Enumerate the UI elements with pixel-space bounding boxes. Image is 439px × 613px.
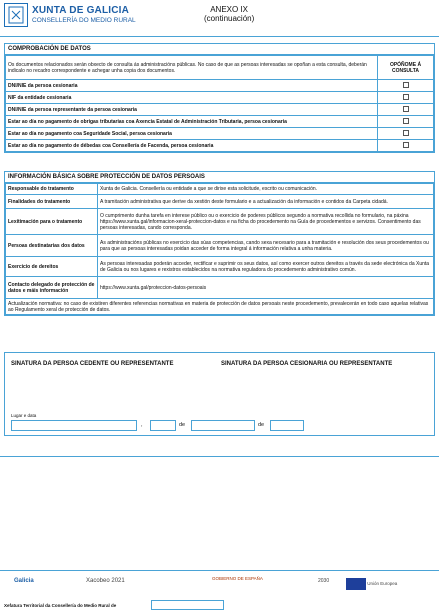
- oppose-checkbox[interactable]: [403, 94, 409, 100]
- prot-label: Lexitimación para o tratamento: [6, 209, 98, 235]
- oppose-checkbox[interactable]: [403, 82, 409, 88]
- prot-label: Contacto delegado de protección de datos e máis información: [6, 277, 98, 299]
- normativa-note: Actualización normativa: no caso de existiren diferentes referencias normativas en materia de protección de datos persoais neste procedemento, prevalecerán en todo caso aquelas relativas ao Regulamento xeral de protección de datos.: [6, 299, 434, 315]
- xacobeo-logo: Xacobeo 2021: [86, 578, 125, 584]
- check-row-label: DNI/NIE da persoa cesionaria: [6, 80, 378, 92]
- proteccion-title: INFORMACIÓN BÁSICA SOBRE PROTECCIÓN DE DATOS PERSOAIS: [5, 172, 434, 183]
- de-label-1: de: [179, 422, 186, 428]
- xunta-logo-icon: [4, 3, 28, 27]
- prot-value: As persoas interesadas poderán acceder, rectificar e suprimir os seus datos, así como exercer outros dereitos a través da sede electrónica da Xunta de Galicia ou nos lugares e rexistros establecidos na normativa reguladora do procedemento administrativo común.: [98, 257, 434, 277]
- check-row-label: DNI/NIE da persoa representante da persoa cesionaria: [6, 104, 378, 116]
- footer-top-divider: [0, 456, 439, 457]
- signature-cedente-label: SINATURA DA PERSOA CEDENTE OU REPRESENTANTE: [11, 361, 174, 367]
- signature-cesionaria-label: SINATURA DA PERSOA CESIONARIA OU REPRESENTANTE: [221, 361, 393, 367]
- proteccion-section: [4, 171, 435, 316]
- prot-value: Xunta de Galicia. Consellería ou entidade a que se dirixe esta solicitude, escrito ou comunicación.: [98, 184, 434, 195]
- oppose-checkbox[interactable]: [403, 118, 409, 124]
- ue-logo: [346, 578, 430, 590]
- org-subtitle: CONSELLERÍA DO MEDIO RURAL: [32, 17, 136, 24]
- annex-label: [204, 5, 254, 23]
- prot-value: As administracións públicas no exercicio das súas competencias, cando sexa necesario para a tramitación e resolución dos seus procedementos ou para que as persoas interesadas poidan acceder de forma integral á información relativa a unha materia.: [98, 235, 434, 257]
- agenda-2030-logo: 2030: [318, 578, 330, 584]
- comprobacion-title: COMPROBACIÓN DE DATOS: [5, 44, 434, 55]
- prot-label: Exercicio de dereitos: [6, 257, 98, 277]
- place-field[interactable]: [11, 420, 137, 431]
- annex-subtitle: (continuación): [204, 14, 255, 23]
- day-field[interactable]: [150, 420, 176, 431]
- prot-label: Persoas destinatarias dos datos: [6, 235, 98, 257]
- oppose-checkbox[interactable]: [403, 142, 409, 148]
- year-field[interactable]: [270, 420, 304, 431]
- prot-value: A tramitación administrativa que derive da xestión deste formulario e a actualización da información e contidos da Carpeta cidadá.: [98, 195, 434, 209]
- check-row-label: Estar ao día no pagamento de débedas coa Consellería de Facenda, persoa cesionaria: [6, 140, 378, 152]
- jefatura-field[interactable]: [151, 600, 224, 610]
- check-row-label: NIF da entidade cesionaria: [6, 92, 378, 104]
- prot-link[interactable]: https://www.xunta.gal/proteccion-datos-persoais: [98, 277, 434, 299]
- check-row-label: Estar ao día no pagamento coa Seguridade Social, persoa cesionaria: [6, 128, 378, 140]
- comprobacion-section: [4, 43, 435, 153]
- prot-value: O cumprimento dunha tarefa en interese público ou o exercicio de poderes públicos segundo a normativa recollida no formulario, na páxina https://www.xunta.gal/informacion-xeral-proteccion-datos e na ficha do procedemento na Guía de procedementos e servizos. Consentimento das persoas interesadas, cando corresponda.: [98, 209, 434, 235]
- jefatura-label: Xefatura Territorial da Consellería do Medio Rural de: [4, 603, 117, 608]
- comma-separator: ,: [141, 422, 143, 428]
- prot-label: Responsable do tratamento: [6, 184, 98, 195]
- header-divider: [0, 36, 439, 37]
- annex-title: ANEXO IX: [210, 5, 249, 14]
- signature-section: [4, 352, 435, 436]
- de-label-2: de: [258, 422, 265, 428]
- prot-label: Finalidades do tratamento: [6, 195, 98, 209]
- ue-label: Unión Europea: [367, 581, 398, 587]
- footer-bottom-divider: [0, 570, 439, 571]
- comprobacion-intro: Os documentos relacionados serán obxecto de consulta ás administracións públicas. No caso de que as persoas interesadas se opoñan a esta consulta, deberán indicalo no recadro correspondente e achegar unha copia dos documentos.: [6, 56, 378, 80]
- galicia-logo: Galicia: [14, 578, 34, 584]
- oppose-checkbox[interactable]: [403, 106, 409, 112]
- oppose-checkbox[interactable]: [403, 130, 409, 136]
- gobierno-logo: GOBIERNO DE ESPAÑA: [212, 576, 263, 581]
- place-date-label: Lugar e data: [11, 413, 37, 418]
- header: [4, 3, 435, 29]
- check-row-label: Estar ao día no pagamento de obrigas tributarias coa Axencia Estatal de Administración Tributaria, persoa cesionaria: [6, 116, 378, 128]
- org-title: XUNTA DE GALICIA: [32, 5, 130, 16]
- ue-flag-icon: [346, 578, 366, 590]
- month-field[interactable]: [191, 420, 255, 431]
- opt-header: OPÓÑOME Á CONSULTA: [378, 56, 434, 80]
